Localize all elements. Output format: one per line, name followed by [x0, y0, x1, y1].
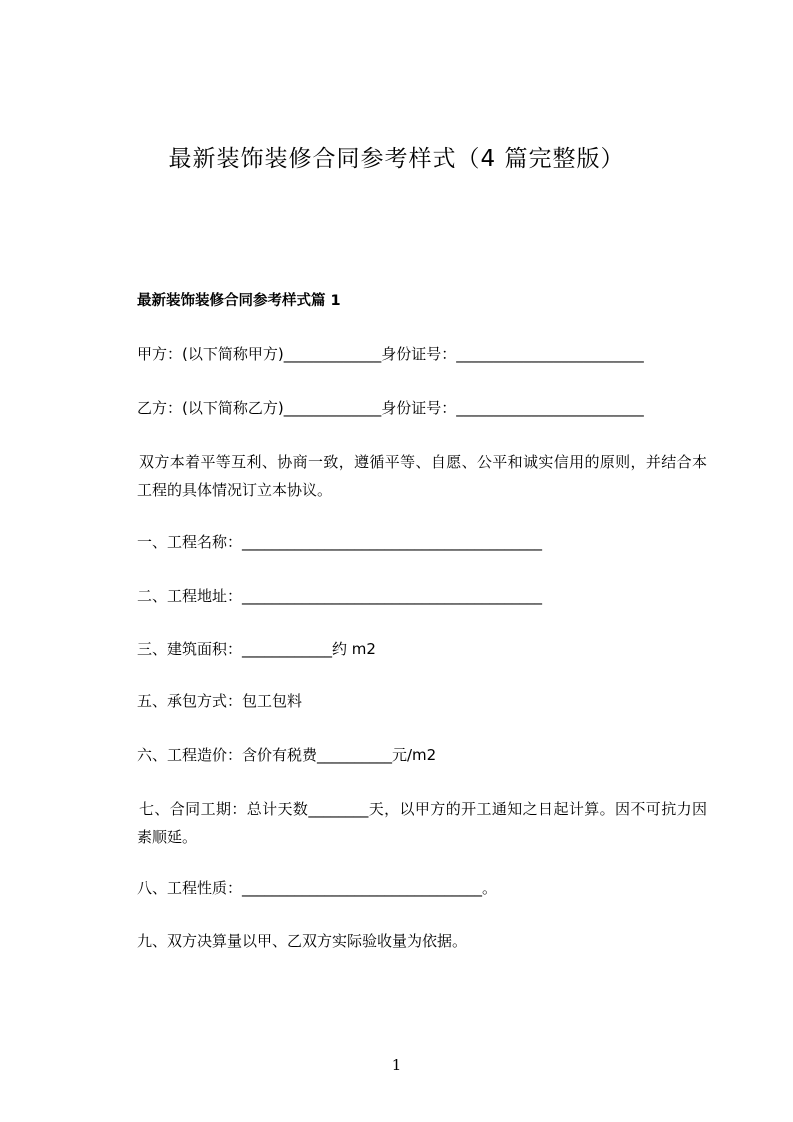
clause-contract-mode: 五、承包方式：包工包料 [137, 692, 303, 710]
clause-project-cost: 六、工程造价：含价有税费__________元/m2 [137, 746, 437, 764]
party-b-line: 乙方：(以下简称乙方)_____________身份证号：_________________________ [137, 399, 644, 417]
clause-project-nature: 八、工程性质：________________________________。 [137, 879, 498, 897]
party-a-line: 甲方：(以下简称甲方)_____________身份证号：_________________________ [137, 345, 644, 363]
clause-project-address: 二、工程地址：________________________________________ [137, 587, 543, 605]
intro-paragraph: 双方本着平等互利、协商一致，遵循平等、自愿、公平和诚实信用的原则，并结合本工程的具体情况订立本协议。 [137, 453, 707, 499]
document-title: 最新装饰装修合同参考样式（4 篇完整版） [168, 146, 625, 172]
clause-settlement-basis: 九、双方决算量以甲、乙双方实际验收量为依据。 [137, 932, 468, 950]
clause-building-area: 三、建筑面积：____________约 m2 [137, 640, 376, 658]
section-heading: 最新装饰装修合同参考样式篇 1 [137, 293, 341, 309]
clause-project-name: 一、工程名称：________________________________________ [137, 533, 543, 551]
clause-construction-period: 七、合同工期：总计天数________天，以甲方的开工通知之日起计算。因不可抗力因素顺延。 [137, 800, 707, 846]
page-number: 1 [391, 1056, 402, 1074]
